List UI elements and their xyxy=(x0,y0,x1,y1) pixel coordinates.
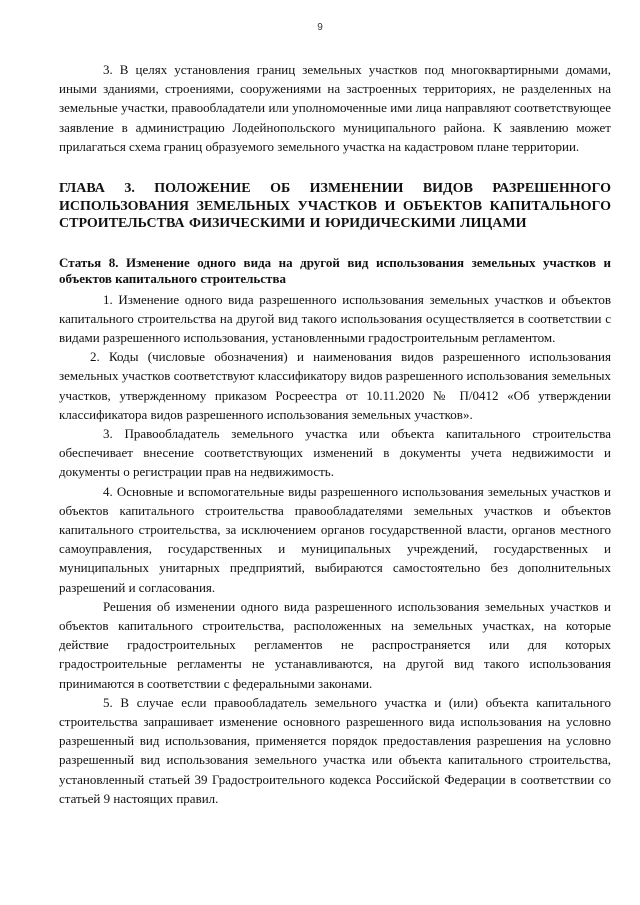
paragraph-1: 1. Изменение одного вида разрешенного использования земельных участков и объектов капитального строительства на другой вид такого использования осуществляется в соответствии с видами разрешенного использования, установленными градостроительным регламентом. xyxy=(59,291,611,345)
paragraph-4: 4. Основные и вспомогательные виды разрешенного использования земельных участков и объектов капитального строительства правообладателями земельных участков и объектов капитального строительства, за исключением органов государственной власти, органов местного самоуправления, государственных и муниципальных учреждений, государственных и муниципальных унитарных предприятий, выбираются самостоятельно без дополнительных разрешений и согласования. xyxy=(59,483,611,595)
paragraph-5: 5. В случае если правообладатель земельного участка и (или) объекта капитального строительства запрашивает изменение основного разрешенного вида использования на условно разрешенный вид использования, применяется порядок предоставления разрешения на условно разрешенный вид использования земельного участка или объекта капитального строительства, установленный статьей 39 Градостроительного кодекса Российской Федерации в соответствии со статьей 9 настоящих правил. xyxy=(59,694,611,806)
document-body xyxy=(59,60,611,808)
paragraph-2: 2. Коды (числовые обозначения) и наименования видов разрешенного использования земельных участков соответствуют классификатору видов разрешенного использования земельных участков, утвержденному приказом Росреестра от 10.11.2020 № П/0412 «Об утверждении классификатора видов разрешенного использования земельных участков». xyxy=(59,349,611,422)
page-number: 9 xyxy=(317,22,323,33)
paragraph-4-continued: Решения об изменении одного вида разрешенного использования земельных участков и объектов капитального строительства, расположенных на земельных участках, на которые действие градостроительных регламентов не распространяется или для которых градостроительные регламенты не устанавливаются, на другой вид такого использования принимаются в соответствии с федеральными законами. xyxy=(59,598,611,691)
chapter-title: ГЛАВА 3. ПОЛОЖЕНИЕ ОБ ИЗМЕНЕНИИ ВИДОВ РАЗРЕШЕННОГО ИСПОЛЬЗОВАНИЯ ЗЕМЕЛЬНЫХ УЧАСТКОВ И ОБЪЕКТОВ КАПИТАЛЬНОГО СТРОИТЕЛЬСТВА ФИЗИЧЕСКИМИ И ЮРИДИЧЕСКИМИ ЛИЦАМИ xyxy=(59,181,611,232)
article-title: Статья 8. Изменение одного вида на другой вид использования земельных участков и объектов капитального строительства xyxy=(59,254,611,287)
paragraph-intro: 3. В целях установления границ земельных участков под многоквартирными домами, иными зданиями, строениями, сооружениями на застроенных территориях, не разделенных на земельные участки, правообладатели или уполномоченные ими лица направляют соответствующее заявление в администрацию Лодейнопольского муниципального района. К заявлению может прилагаться схема границ образуемого земельного участка на кадастровом плане территории. xyxy=(59,62,611,154)
paragraph-3: 3. Правообладатель земельного участка или объекта капитального строительства обеспечивает внесение соответствующих изменений в документы учета недвижимости и документы о регистрации прав на недвижимость. xyxy=(59,425,611,480)
